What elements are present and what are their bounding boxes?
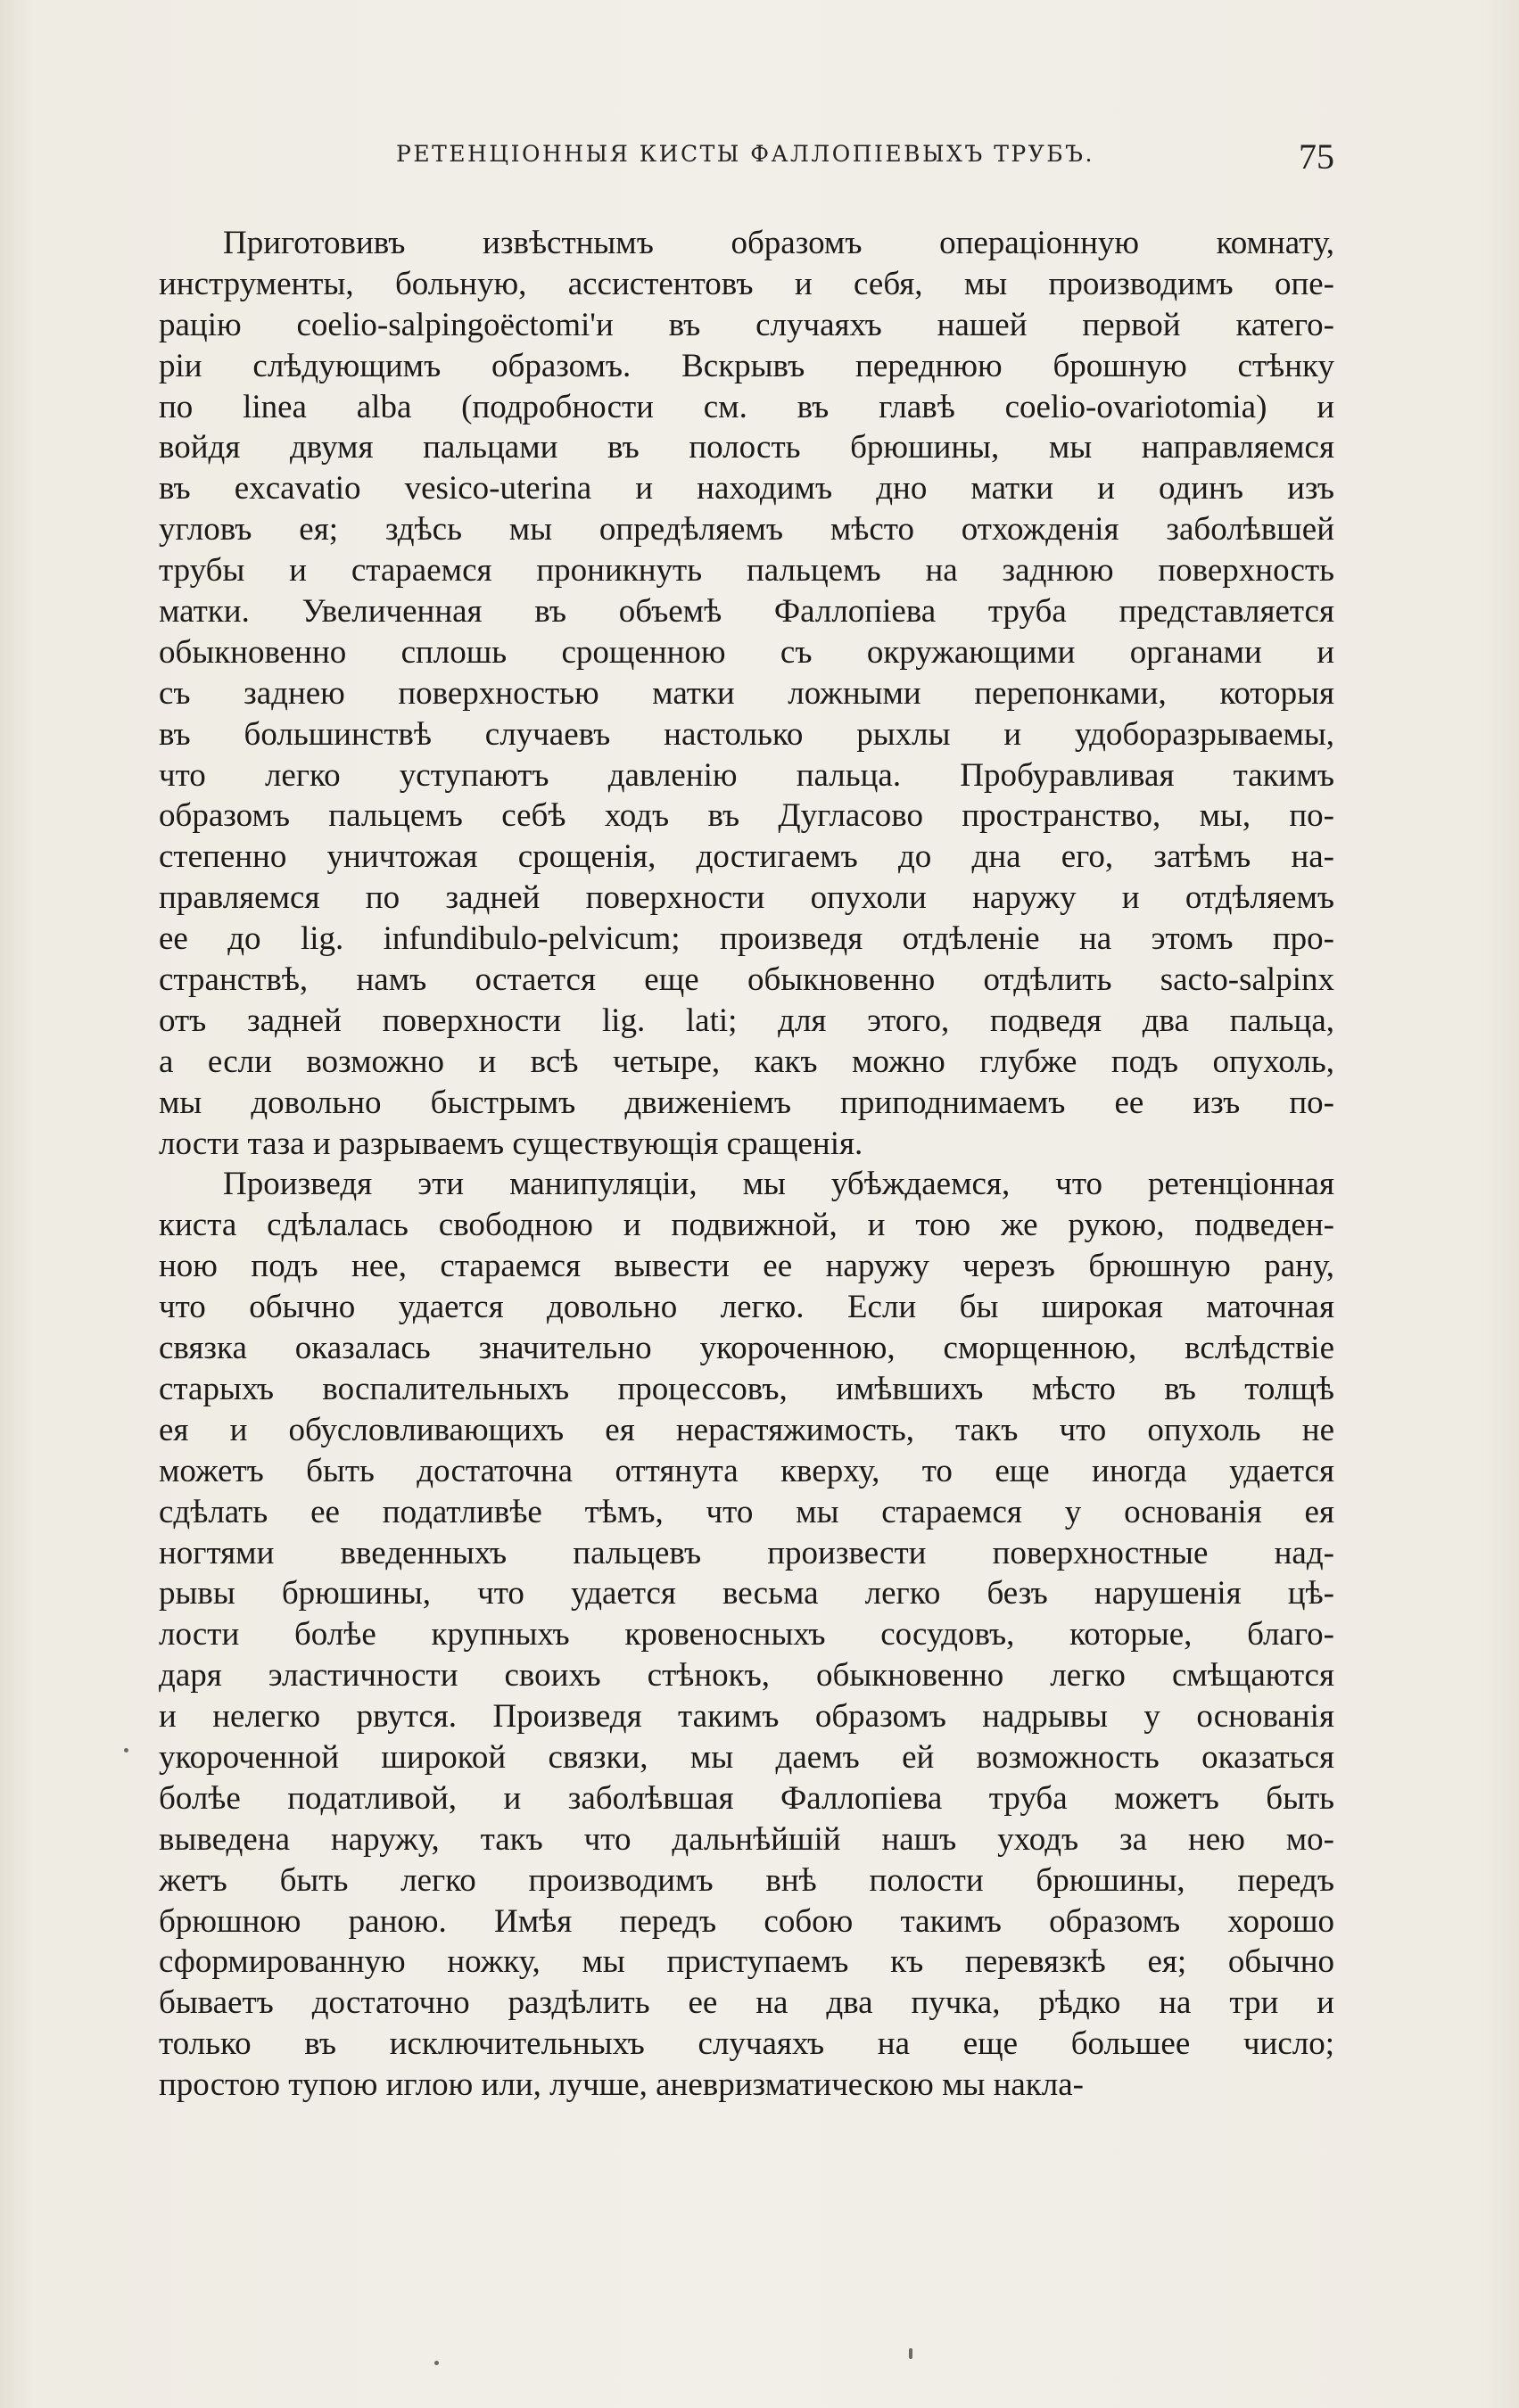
- text-line: сдѣлать ее податливѣе тѣмъ, что мы стараемся у основанія ея: [159, 1493, 1334, 1530]
- text-line: рывы брюшины, что удается весьма легко безъ нарушенія цѣ-: [159, 1575, 1334, 1612]
- text-line: матки. Увеличенная въ объемѣ Фаллопіева труба представляется: [159, 593, 1334, 631]
- text-line: обыкновенно сплошь срощенною съ окружающими органами и: [159, 633, 1334, 671]
- text-line: лости таза и разрываемъ существующія сращенія.: [159, 1125, 863, 1162]
- text-line: болѣе податливой, и заболѣвшая Фаллопіева труба можетъ быть: [159, 1779, 1334, 1817]
- text-line: съ заднею поверхностью матки ложными перепонками, которыя: [159, 674, 1334, 712]
- text-line: ною подъ нее, стараемся вывести ее наружу черезъ брюшную рану,: [159, 1248, 1334, 1285]
- text-line: брюшною раною. Имѣя передъ собою такимъ образомъ хорошо: [159, 1902, 1334, 1940]
- text-line: Приготовивъ извѣстнымъ образомъ операціонную комнату,: [223, 225, 1334, 261]
- text-line: выведена наружу, такъ что дальнѣйшій нашъ уходъ за нею мо-: [159, 1820, 1334, 1858]
- text-line: войдя двумя пальцами въ полость брюшины, мы направляемся: [159, 429, 1334, 466]
- page-number: 75: [1299, 136, 1334, 177]
- print-speck: [124, 1748, 128, 1752]
- text-line: отъ задней поверхности lig. lati; для этого, подведя два пальца,: [159, 1002, 1334, 1039]
- text-line: связка оказалась значительно укороченною, сморщенною, вслѣдствіе: [159, 1330, 1334, 1367]
- text-line: даря эластичности своихъ стѣнокъ, обыкновенно легко смѣщаются: [159, 1657, 1334, 1695]
- text-line: что обычно удается довольно легко. Если бы широкая маточная: [159, 1289, 1334, 1326]
- paragraph-container: [159, 223, 1334, 2106]
- print-speck: [434, 2361, 439, 2365]
- text-line: простою тупою иглою или, лучше, аневризматическою мы накла-: [159, 2066, 1084, 2104]
- text-line: трубы и стараемся проникнуть пальцемъ на заднюю поверхность: [159, 552, 1334, 590]
- text-line: ее до lig. infundibulo-pelvicum; произведя отдѣленіе на этомъ про-: [159, 920, 1334, 958]
- text-line: угловъ ея; здѣсь мы опредѣляемъ мѣсто отхожденія заболѣвшей: [159, 511, 1334, 548]
- text-line: въ большинствѣ случаевъ настолько рыхлы и удоборазрываемы,: [159, 715, 1334, 753]
- text-line: лости болѣе крупныхъ кровеносныхъ сосудовъ, которые, благо-: [159, 1616, 1334, 1653]
- text-line: укороченной широкой связки, мы даемъ ей возможность оказаться: [159, 1738, 1334, 1776]
- text-line: киста сдѣлалась свободною и подвижной, и тою же рукою, подведен-: [159, 1207, 1334, 1244]
- text-line: въ excavatio vesico-uterina и находимъ дно матки и одинъ изъ: [159, 470, 1334, 507]
- body-text: [159, 223, 1334, 2106]
- text-line: странствѣ, намъ остается еще обыкновенно отдѣлить sacto-salpinx: [159, 961, 1334, 999]
- text-line: Произведя эти манипуляціи, мы убѣждаемся, что ретенціонная: [223, 1166, 1334, 1203]
- text-line: правляемся по задней поверхности опухоли наружу и отдѣляемъ: [159, 879, 1334, 917]
- paragraph: [159, 1164, 1334, 2105]
- text-line: и нелегко рвутся. Произведя такимъ образомъ надрывы у основанія: [159, 1698, 1334, 1736]
- text-line: сформированную ножку, мы приступаемъ къ перевязкѣ ея; обычно: [159, 1943, 1334, 1981]
- text-line: жетъ быть легко производимъ внѣ полости брюшины, передъ: [159, 1861, 1334, 1899]
- text-line: по linea alba (подробности см. въ главѣ coelio-ovariotomia) и: [159, 388, 1334, 425]
- text-line: рацію coelio-salpingoëctomi'и въ случаяхъ нашей первой катего-: [159, 306, 1334, 343]
- text-line: мы довольно быстрымъ движеніемъ приподнимаемъ ее изъ по-: [159, 1084, 1334, 1121]
- text-line: можетъ быть достаточна оттянута кверху, то еще иногда удается: [159, 1452, 1334, 1489]
- text-line: ногтями введенныхъ пальцевъ произвести поверхностные над-: [159, 1534, 1334, 1571]
- print-speck: [909, 2348, 912, 2359]
- text-line: старыхъ воспалительныхъ процессовъ, имѣвшихъ мѣсто въ толщѣ: [159, 1370, 1334, 1407]
- text-line: ея и обусловливающихъ ея нерастяжимость, такъ что опухоль не: [159, 1411, 1334, 1448]
- running-title: РЕТЕНЦІОННЫЯ КИСТЫ ФАЛЛОПІЕВЫХЪ ТРУБЪ.: [396, 141, 1094, 167]
- text-line: а если возможно и всѣ четыре, какъ можно глубже подъ опухоль,: [159, 1043, 1334, 1080]
- text-line: степенно уничтожая срощенія, достигаемъ до дна его, затѣмъ на-: [159, 838, 1334, 876]
- text-line: образомъ пальцемъ себѣ ходъ въ Дугласово пространство, мы, по-: [159, 797, 1334, 835]
- text-line: что легко уступаютъ давленію пальца. Пробуравливая такимъ: [159, 756, 1334, 794]
- text-line: инструменты, больную, ассистентовъ и себя, мы производимъ опе-: [159, 265, 1334, 302]
- text-line: бываетъ достаточно раздѣлить ее на два пучка, рѣдко на три и: [159, 1984, 1334, 2022]
- text-line: только въ исключительныхъ случаяхъ на еще большее число;: [159, 2025, 1334, 2063]
- paragraph: [159, 223, 1334, 1164]
- text-line: ріи слѣдующимъ образомъ. Вскрывъ переднюю брошную стѣнку: [159, 347, 1334, 384]
- page-header: [157, 136, 1334, 177]
